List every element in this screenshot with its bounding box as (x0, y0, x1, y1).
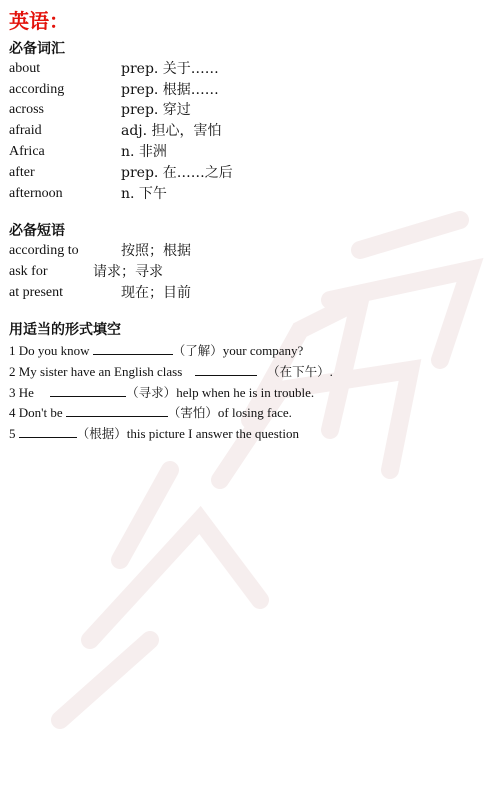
vocab-meaning: prep. 根据…… (121, 82, 219, 98)
exercise-hint: （害怕） (167, 405, 218, 420)
vocab-meaning: adj. 担心，害怕 (121, 123, 222, 139)
vocab-meaning: n. 非洲 (121, 144, 167, 160)
exercise-text: 2 My sister have an English class (9, 364, 186, 379)
answer-blank[interactable] (50, 382, 126, 397)
exercise-text: 5 (9, 426, 19, 441)
exercise-text-after: . (329, 364, 333, 379)
answer-blank[interactable] (195, 361, 257, 376)
page-title: 英语： (9, 9, 69, 33)
exercise-hint: （寻求） (126, 385, 177, 400)
exercise-text-after: of losing face. (217, 405, 292, 420)
vocab-meaning: prep. 在……之后 (121, 165, 233, 181)
vocab-meaning: prep. 关于…… (121, 61, 219, 77)
phrase-text: according to (9, 243, 79, 258)
vocab-meaning: prep. 穿过 (121, 102, 191, 118)
phrase-meaning: 请求；寻求 (93, 264, 163, 280)
exercise-text-after: your company? (222, 343, 304, 358)
exercise-text-after: help when he is in trouble. (176, 385, 315, 400)
exercise-item (9, 423, 299, 444)
exercise-text: 1 Do you know (9, 343, 93, 358)
answer-blank[interactable] (19, 423, 77, 438)
phrase-meaning: 现在；目前 (121, 285, 191, 301)
vocab-word: across (9, 102, 44, 117)
phrase-text: ask for (9, 264, 48, 279)
phrase-meaning: 按照；根据 (121, 243, 191, 259)
exercise-item (9, 382, 314, 403)
exercise-heading: 用适当的形式填空 (9, 322, 121, 338)
vocab-meaning: n. 下午 (121, 186, 167, 202)
answer-blank[interactable] (66, 402, 168, 417)
exercise-hint: （根据） (76, 426, 127, 441)
exercise-hint: （在下午） (267, 364, 330, 379)
vocab-word: afraid (9, 123, 42, 138)
exercise-text-after: this picture I answer the question (126, 426, 299, 441)
exercise-item (9, 361, 333, 382)
vocab-word: afternoon (9, 186, 63, 201)
vocab-word: about (9, 61, 41, 76)
vocab-word: Africa (9, 144, 45, 159)
exercise-item (9, 402, 292, 423)
phrase-text: at present (9, 285, 64, 300)
phrases-heading: 必备短语 (9, 223, 65, 239)
answer-blank[interactable] (93, 340, 173, 355)
vocab-word: after (9, 165, 35, 180)
vocab-word: according (9, 82, 65, 97)
vocab-heading: 必备词汇 (9, 41, 65, 57)
exercise-text: 4 Don't be (9, 405, 66, 420)
exercise-text: 3 He (9, 385, 38, 400)
exercise-item (9, 340, 303, 361)
exercise-hint: （了解） (172, 343, 223, 358)
